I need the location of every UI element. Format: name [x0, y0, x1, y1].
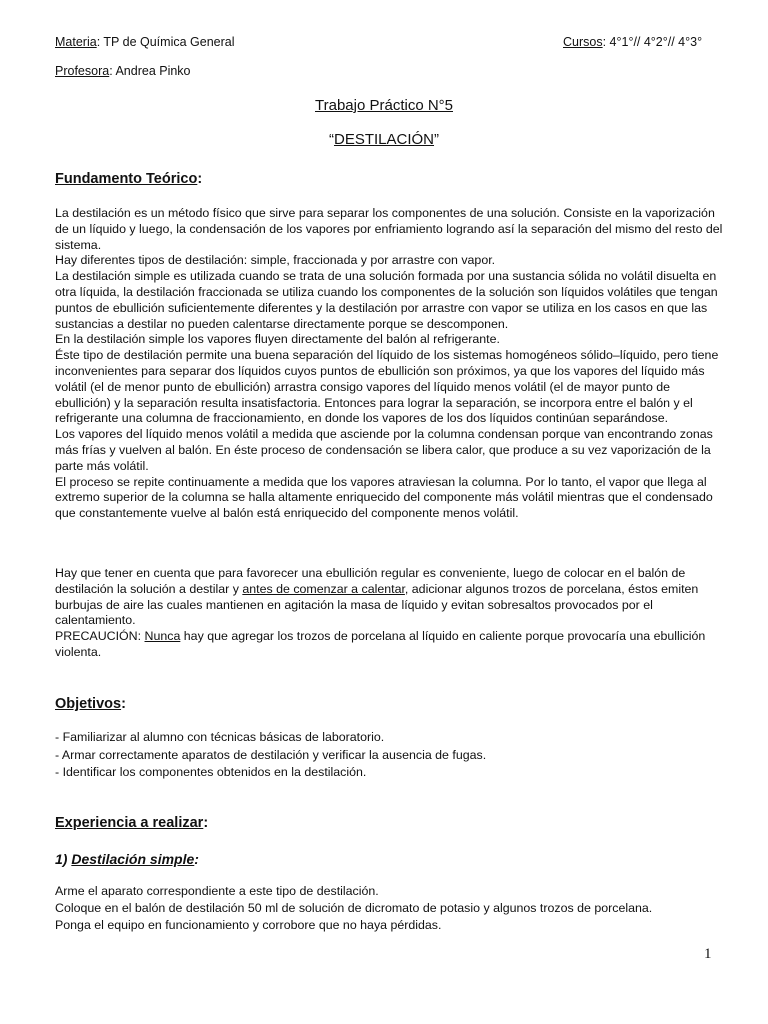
subsection-number: 1): [55, 851, 72, 867]
experiencia-heading-colon: :: [203, 815, 209, 831]
list-item: - Familiarizar al alumno con técnicas básicas de laboratorio.: [55, 730, 385, 744]
experiencia-heading-text: Experiencia a realizar: [55, 815, 204, 831]
instruction-line: Coloque en el balón de destilación 50 ml de solución de dicromato de potasio y algunos trozos de porcelana.: [55, 901, 653, 915]
paragraph: La destilación es un método físico que sirve para separar los componentes de una solución. Consiste en la vaporización de un líquido y luego, la condensación de los vapores por enfriamiento logrando así la separación del mismo del resto del sistema.: [55, 206, 723, 252]
cursos-value: : 4°1°// 4°2°// 4°3°: [602, 35, 703, 49]
profesora-label: Profesora: [55, 64, 110, 78]
objetivos-heading-text: Objetivos: [55, 696, 122, 712]
section-heading-objetivos: [55, 696, 126, 712]
section-heading-experiencia: [55, 815, 208, 831]
fundamento-heading-text: Fundamento Teórico: [55, 171, 198, 187]
instruction-line: Ponga el equipo en funcionamiento y corrobore que no haya pérdidas.: [55, 918, 442, 932]
precaution-rest: hay que agregar los trozos de porcelana al líquido en caliente porque provocaría una ebullición violenta.: [55, 629, 706, 659]
fundamento-body: [55, 206, 723, 522]
precaution-paragraph: [55, 629, 723, 661]
section-heading-fundamento: [55, 171, 202, 187]
profesora-line: [55, 64, 191, 78]
para2-part-b: , adicionar algunos trozos de porcelana, éstos emiten burbujas de aire las cuales mantienen en agitación la masa de líquido y evitan sobresaltos provocados por el calentamiento.: [55, 581, 699, 628]
list-item: - Identificar los componentes obtenidos en la destilación.: [55, 765, 367, 779]
cursos-label: Cursos: [563, 35, 603, 49]
paragraph: Éste tipo de destilación permite una buena separación del líquido de los sistemas homogéneos sólido–líquido, pero tiene inconvenientes para separar dos líquidos cuyos puntos de ebullición son próximos, ya que los vapores del líquido más volátil (el de menor punto de ebullición) arrastra consigo vapores del líquido menos volátil (el de mayor punto de ebullición) y la separación resulta insatisfactoria. Entonces para lograr la separación, se incorpora entre el balón y el refrigerante una columna de fraccionamiento, en donde los vapores de los dos líquidos continúan separándose.: [55, 348, 719, 426]
experiencia-instructions: [55, 883, 723, 934]
para2-part-a: Hay que tener en cuenta que para favorecer una ebullición regular es conveniente, luego de colocar en el balón de destilación la solución a destilar y: [55, 566, 686, 596]
fundamento-body-2: [55, 566, 723, 661]
precaution-underlined: Nunca: [144, 629, 181, 644]
document-title: Trabajo Práctico N°5: [315, 97, 453, 114]
subtitle-close-quote: ”: [434, 131, 440, 148]
subtitle-main: DESTILACIÓN: [333, 131, 435, 148]
precaution-label: PRECAUCIÓN:: [55, 629, 142, 644]
materia-label: Materia: [55, 35, 97, 49]
fundamento-heading-colon: :: [197, 171, 203, 187]
para2-underlined: antes de comenzar a calentar: [242, 581, 405, 596]
paragraph: El proceso se repite continuamente a medida que los vapores atraviesan la columna. Por lo tanto, el vapor que llega al extremo superior de la columna se halla altamente enriquecido del componente más volátil mientras que el condensado que constantemente vuelve al balón está enriquecido del componente menos volátil.: [55, 474, 713, 521]
paragraph: Los vapores del líquido menos volátil a medida que asciende por la columna condensan porque van encontrando zonas más frías y vuelven al balón. En éste proceso de condensación se libera calor, que produce a su vez vaporización de la parte más volátil.: [55, 427, 713, 473]
objetivos-heading-colon: :: [121, 696, 126, 712]
paragraph: Hay diferentes tipos de destilación: simple, fraccionada y por arrastre con vapor.: [55, 253, 496, 268]
subsection-colon: :: [194, 851, 199, 867]
materia-value: : TP de Química General: [96, 35, 235, 49]
objetivos-list: [55, 729, 723, 782]
subsection-title: Destilación simple: [71, 851, 195, 867]
materia-line: [55, 35, 235, 49]
list-item: - Armar correctamente aparatos de destilación y verificar la ausencia de fugas.: [55, 747, 487, 762]
paragraph: En la destilación simple los vapores fluyen directamente del balón al refrigerante.: [55, 332, 500, 347]
subtitle-open-quote: “: [328, 131, 334, 148]
paragraph: [55, 566, 723, 629]
instruction-line: Arme el aparato correspondiente a este tipo de destilación.: [55, 884, 379, 898]
document-subtitle: [0, 131, 768, 148]
page-number: 1: [704, 946, 712, 962]
cursos-line: [563, 35, 702, 49]
subsection-heading-destilacion-simple: [55, 851, 199, 867]
profesora-value: : Andrea Pinko: [109, 64, 191, 78]
paragraph: La destilación simple es utilizada cuando se trata de una solución formada por una sustancia sólida no volátil disuelta en otra líquida, la destilación fraccionada se utiliza cuando los componentes de la solución son líquidos volátiles que tengan puntos de ebullición suficientemente diferentes y la destilación por arrastre con vapor se utiliza en los casos en que las sustancias a destilar no pueden calentarse directamente porque se descomponen.: [55, 269, 718, 331]
